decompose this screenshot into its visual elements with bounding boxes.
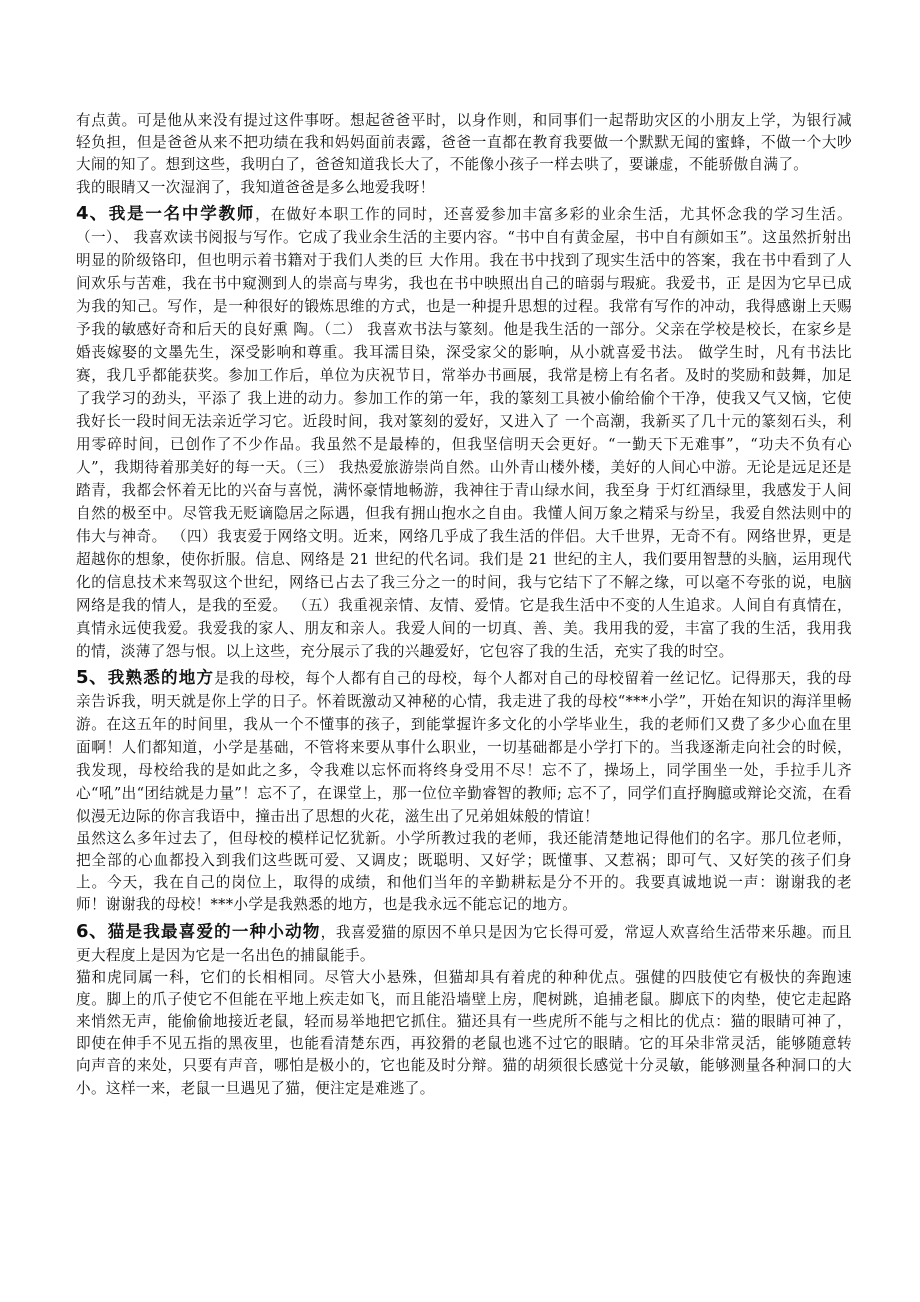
section-5-number: 5、 bbox=[76, 666, 108, 688]
section-6-body: ，我喜爱猫的原因不单只是因为它长得可爱，常逗人欢喜给生活带来乐趣。而且更大程度上是因为它是一名出色的捕鼠能手。 bbox=[76, 923, 852, 964]
section-4-title: 我是一名中学教师 bbox=[108, 203, 256, 223]
section-5-title: 我熟悉的地方 bbox=[107, 667, 215, 687]
section-5 bbox=[76, 666, 852, 828]
section-4-number: 4、 bbox=[76, 202, 109, 224]
section-5-extra-paragraph: 虽然这么多年过去了，但母校的模样记忆犹新。小学所教过我的老师，我还能清楚地记得他们的名字。那几位老师，把全部的心血都投入到我们这些既可爱、又调皮；既聪明、又好学；既懂事、又惹祸；即可气、又好笑的孩子们身上。今天，我在自己的岗位上，取得的成绩，和他们当年的辛勤耕耘是分不开的。我要真诚地说一声：谢谢我的老师！谢谢我的母校！***小学是我熟悉的地方，也是我永远不能忘记的地方。 bbox=[76, 829, 852, 914]
section-4 bbox=[76, 202, 852, 663]
section-6-number: 6、 bbox=[76, 920, 108, 942]
intro-paragraph: 有点黄。可是他从来没有提过这件事呀。想起爸爸平时，以身作则，和同事们一起帮助灾区的小朋友上学，为银行减轻负担，但是爸爸从来不把功绩在我和妈妈面前表露，爸爸一直都在教育我要做一个默默无闻的蜜蜂，不做一个大吵大闹的知了。想到这些，我明白了，爸爸知道我长大了，不能像小孩子一样去哄了，要谦虚，不能骄傲自满了。 bbox=[76, 112, 852, 174]
section-4-body: ，在做好本职工作的同时，还喜爱参加丰富多彩的业余生活，尤其怀念我的学习生活。 （一）、 我喜欢读书阅报与写作。它成了我业余生活的主要内容。“书中自有黄金屋，书中自有颜如玉”。这虽然折射出明显的阶级铬印，但也明示着书籍对于我们人类的巨 大作用。我在书中找到了现实生活中的答案，我在书中看到了人间欢乐与苦难，我在书中窥测到人的崇高与卑劣，我也在书中映照出自己的暗弱与瑕疵。我爱书，正 是因为它早已成为我的知己。写作，是一种很好的锻炼思维的方式，也是一种提升思想的过程。我常有写作的冲动，我得感谢上天赐予我的敏感好奇和后天的良好熏 陶。（二） 我喜欢书法与篆刻。他是我生活的一部分。父亲在学校是校长，在家乡是婚丧嫁娶的文墨先生，深受影响和尊重。我耳濡目染，深受家父的影响，从小就喜爱书法。 做学生时，凡有书法比赛，我几乎都能获奖。参加工作后，单位为庆祝节日，常举办书画展，我常是榜上有名者。及时的奖励和鼓舞，加足了我学习的劲头，平添了 我上进的动力。参加工作的第一年，我的篆刻工具被小偷给偷个干净，使我又气又恼，它使我好长一段时间无法亲近学习它。近段时间，我对篆刻的爱好，又进入了 一个高潮，我新买了几十元的篆刻石头，利用零碎时间，已创作了不少作品。我虽然不是最棒的，但我坚信明天会更好。“一勤天下无难事”，“功夫不负有心 人”，我期待着那美好的每一天。（三） 我热爱旅游崇尚自然。山外青山楼外楼，美好的人间心中游。无论是远足还是踏青，我都会怀着无比的兴奋与喜悦，满怀豪情地畅游，我神往于青山绿水间，我至身 于灯红酒绿里，我感发于人间自然的极至中。尽管我无贬谪隐居之际遇，但我有拥山抱水之自由。我懂人间万象之精采与纷呈，我爱自然法则中的伟大与神奇。 （四）我衷爱于网络文明。近来，网络几乎成了我生活的伴侣。大千世界，无奇不有。网络世界，更是超越你的想象，使你折服。信息、网络是 21 世纪的代名词。我们是 21 世纪的主人，我们要用智慧的头脑，运用现代化的信息技术来驾驭这个世纪，网络已占去了我三分之一的时间，我与它结下了不解之缘，可以毫不夸张的说，电脑网络是我的情人，是我的至爱。 （五）我重视亲情、友情、爱情。它是我生活中不变的人生追求。人间自有真情在，真情永远使我爱。我爱我的家人、朋友和亲人。我爱人间的一切真、善、美。我用我的爱，丰富了我的生活，我用我的情，淡薄了怨与恨。以上这些，充分展示了我的兴趣爱好，它包容了我的生活，充实了我的时空。 bbox=[76, 205, 852, 660]
section-6 bbox=[76, 920, 852, 967]
intro-closing-line: 我的眼睛又一次湿润了，我知道爸爸是多么地爱我呀！ bbox=[76, 178, 435, 196]
section-5-body: 是我的母校，每个人都有自己的母校，每个人都对自己的母校留着一丝记忆。记得那天，我的母亲告诉我，明天就是你上学的日子。怀着既激动又神秘的心情，我走进了我的母校“***小学”，开始在知识的海洋里畅游。在这五年的时间里，我从一个不懂事的孩子，到能掌握许多文化的小学毕业生，我的老师们又费了多少心血在里面啊！人们都知道，小学是基础，不管将来要从事什么职业，一切基础都是小学打下的。当我逐渐走向社会的时候，我发现，母校给我的是如此之多，令我难以忘怀而将终身受用不尽！忘不了，操场上，同学围坐一处，手拉手儿齐心“吼”出“团结就是力量”！忘不了，在课堂上，那一位位辛勤睿智的教师; 忘不了，同学们直抒胸臆或辩论交流，在看似漫无边际的你言我语中，撞击出了思想的火花，滋生出了兄弟姐妹般的情谊！ bbox=[76, 669, 852, 825]
section-6-extra-paragraph: 猫和虎同属一科，它们的长相相同。尽管大小悬殊，但猫却具有着虎的种种优点。强健的四肢使它有极快的奔跑速度。脚上的爪子使它不但能在平地上疾走如飞，而且能沿墙壁上房，爬树跳，追捕老鼠。脚底下的肉垫，使它走起路来悄然无声，能偷偷地接近老鼠，轻而易举地把它抓住。猫还具有一些虎所不能与之相比的优点：猫的眼睛可神了，即使在伸手不见五指的黑夜里，也能看清楚东西，再狡猾的老鼠也逃不过它的眼睛。它的耳朵非常灵活，能够随意转向声音的来处，只要有声音，哪怕是极小的，它也能及时分辩。猫的胡须很长感觉十分灵敏，能够测量各种洞口的大小。这样一来，老鼠一旦遇见了猫，便注定是难逃了。 bbox=[76, 968, 852, 1097]
section-6-title: 猫是我最喜爱的一种小动物 bbox=[107, 921, 321, 941]
document-page bbox=[76, 110, 852, 1100]
